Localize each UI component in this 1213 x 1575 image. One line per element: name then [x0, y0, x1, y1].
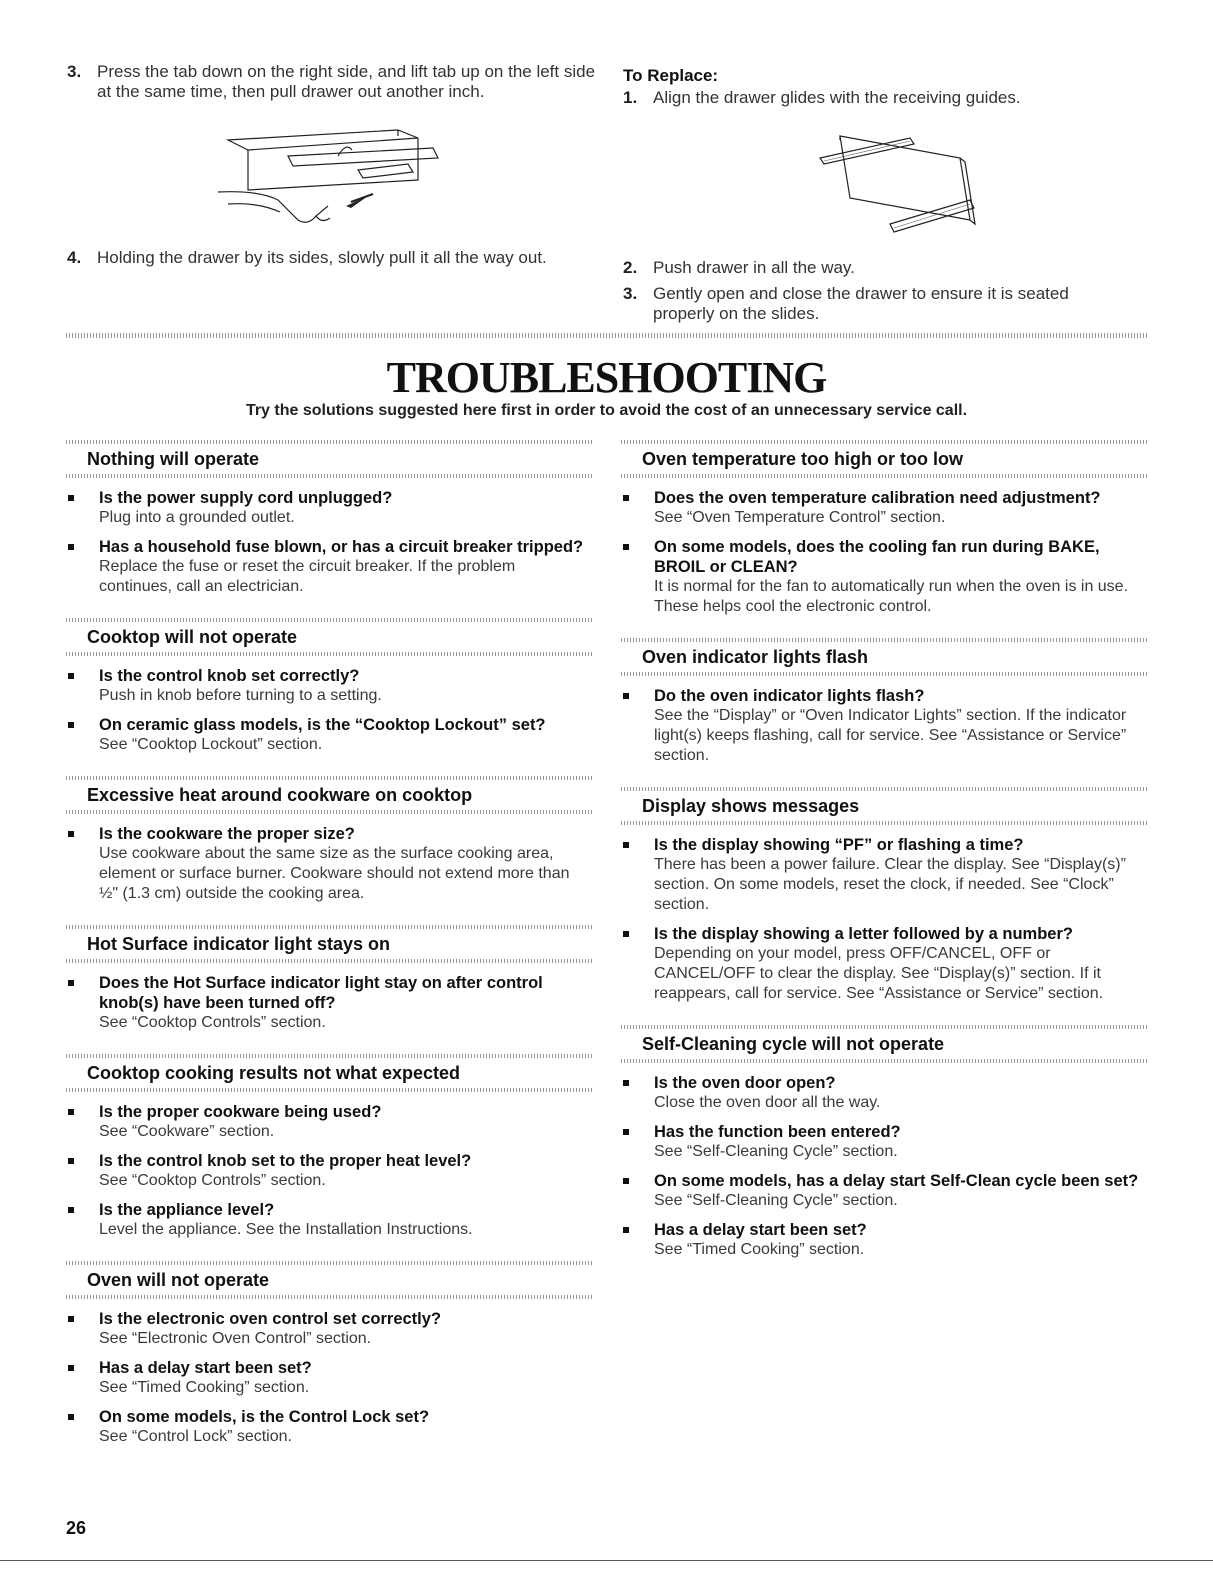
section-header [66, 925, 592, 963]
hatch-rule [66, 440, 592, 444]
answer-text: Close the oven door all the way. [654, 1094, 881, 1111]
section-heading: Oven temperature too high or too low [642, 449, 964, 469]
list-item [621, 1073, 1148, 1113]
list-item [66, 537, 592, 597]
step-text: Align the drawer glides with the receiving guides. [653, 88, 1021, 107]
list-item [66, 1358, 592, 1398]
section-header [66, 776, 592, 814]
step-number: 4. [67, 248, 82, 267]
step-text: Holding the drawer by its sides, slowly pull it all the way out. [97, 248, 547, 267]
answer-text: Push in knob before turning to a setting. [99, 687, 382, 704]
question-text: Has a delay start been set? [654, 1221, 867, 1239]
replace-heading: To Replace: [623, 66, 719, 85]
section-heading: Oven indicator lights flash [642, 647, 869, 667]
section-header [621, 440, 1148, 478]
hatch-rule [66, 925, 592, 929]
list-item [621, 1220, 1148, 1260]
answer-text: See “Cooktop Controls” section. [99, 1014, 326, 1031]
drawer-glides-illustration [810, 128, 990, 246]
page-number: 26 [66, 1518, 87, 1538]
question-list [621, 478, 1148, 638]
list-item [66, 488, 592, 528]
section-header [621, 638, 1148, 676]
trouble-section-self-cleaning-cycle-will-not-operate [621, 1025, 1148, 1281]
hatch-rule [621, 474, 1148, 478]
section-header [621, 787, 1148, 825]
step-number: 3. [623, 284, 638, 303]
trouble-section-nothing-will-operate [66, 440, 592, 618]
question-list [621, 825, 1148, 1025]
answer-text: See “Self-Cleaning Cycle” section. [654, 1143, 898, 1160]
section-heading: Cooktop will not operate [87, 627, 297, 647]
question-text: On some models, has a delay start Self-Clean cycle been set? [654, 1172, 1139, 1190]
list-item [621, 835, 1148, 915]
hatch-rule [621, 672, 1148, 676]
step-number: 2. [623, 258, 638, 277]
section-header [66, 1261, 592, 1299]
section-header [66, 440, 592, 478]
right-column [621, 440, 1148, 1281]
hatch-rule [66, 618, 592, 622]
list-item [621, 924, 1148, 1004]
hatch-rule [66, 652, 592, 656]
section-header [621, 1025, 1148, 1063]
section-heading: Hot Surface indicator light stays on [87, 934, 391, 954]
step-text: Gently open and close the drawer to ensure it is seated properly on the slides. [653, 284, 1069, 323]
list-item [66, 973, 592, 1033]
question-text: Has a delay start been set? [99, 1359, 312, 1377]
remove-step-3 [67, 62, 597, 102]
answer-text: Replace the fuse or reset the circuit breaker. If the problem continues, call an electrician. [99, 558, 516, 595]
question-text: On some models, is the Control Lock set? [99, 1408, 430, 1426]
bottom-rule [0, 1560, 1213, 1561]
hatch-rule [621, 821, 1148, 825]
question-list [621, 1063, 1148, 1281]
hatch-rule [66, 776, 592, 780]
answer-text: There has been a power failure. Clear the display. See “Display(s)” section. On some models, reset the clock, if needed. See “Clock” section. [654, 856, 1126, 913]
trouble-section-hot-surface-indicator-light-stays-on [66, 925, 592, 1054]
question-list [66, 1299, 592, 1468]
trouble-section-cooktop-will-not-operate [66, 618, 592, 776]
section-heading: Self-Cleaning cycle will not operate [642, 1034, 945, 1054]
hatch-rule [66, 1054, 592, 1058]
list-item [66, 1407, 592, 1447]
list-item [621, 488, 1148, 528]
drawer-instructions [0, 62, 1213, 332]
question-text: Is the proper cookware being used? [99, 1103, 382, 1121]
answer-text: Depending on your model, press OFF/CANCEL, OFF or CANCEL/OFF to clear the display. See “Display(s)” section. If it reappears, call for service. See “Assistance or Service” section. [654, 945, 1104, 1002]
answer-text: See “Cooktop Lockout” section. [99, 736, 323, 753]
list-item [66, 666, 592, 706]
trouble-section-excessive-heat-around-cookware-on-cooktop [66, 776, 592, 925]
question-text: On ceramic glass models, is the “Cooktop Lockout” set? [99, 716, 546, 734]
trouble-section-oven-indicator-lights-flash [621, 638, 1148, 787]
answer-text: Use cookware about the same size as the surface cooking area, element or surface burner. Cookware should not extend more than ½" (1.3 cm) outside the cooking area. [99, 845, 570, 902]
step-number: 3. [67, 62, 82, 81]
question-text: Is the oven door open? [654, 1074, 836, 1092]
answer-text: See “Self-Cleaning Cycle” section. [654, 1192, 898, 1209]
question-text: Is the control knob set to the proper heat level? [99, 1152, 472, 1170]
question-text: Is the display showing a letter followed by a number? [654, 925, 1073, 943]
answer-text: See “Oven Temperature Control” section. [654, 509, 946, 526]
left-column [66, 440, 592, 1468]
hatch-rule [66, 1088, 592, 1092]
list-item [66, 1309, 592, 1349]
answer-text: See “Timed Cooking” section. [99, 1379, 310, 1396]
hatch-rule [621, 638, 1148, 642]
hatch-rule [66, 1295, 592, 1299]
trouble-section-oven-temperature-too-high-or-too-low [621, 440, 1148, 638]
step-text: Press the tab down on the right side, and lift tab up on the left side at the same time, then pull drawer out another inch. [97, 62, 596, 101]
question-text: Is the control knob set correctly? [99, 667, 360, 685]
question-list [66, 478, 592, 618]
hatch-rule [621, 440, 1148, 444]
drawer-removal-illustration [218, 120, 458, 232]
replace-step-1 [623, 88, 1153, 108]
question-list [66, 814, 592, 925]
question-text: Has a household fuse blown, or has a circuit breaker tripped? [99, 538, 584, 556]
question-text: Is the cookware the proper size? [99, 825, 355, 843]
question-list [66, 1092, 592, 1261]
question-text: Do the oven indicator lights flash? [654, 687, 925, 705]
answer-text: Plug into a grounded outlet. [99, 509, 295, 526]
list-item [66, 824, 592, 904]
section-heading: Cooktop cooking results not what expected [87, 1063, 461, 1083]
question-text: Does the oven temperature calibration need adjustment? [654, 489, 1101, 507]
question-text: Is the electronic oven control set correctly? [99, 1310, 442, 1328]
hatch-rule [621, 1025, 1148, 1029]
hatch-rule [66, 810, 592, 814]
question-list [621, 676, 1148, 787]
list-item [66, 1102, 592, 1142]
answer-text: See “Electronic Oven Control” section. [99, 1330, 372, 1347]
list-item [621, 686, 1148, 766]
section-divider [66, 333, 1148, 338]
answer-text: It is normal for the fan to automatically run when the oven is in use. These helps cool the electronic control. [654, 578, 1129, 615]
section-header [66, 618, 592, 656]
list-item [621, 1122, 1148, 1162]
page-subtitle: Try the solutions suggested here first in order to avoid the cost of an unnecessary service call. [245, 402, 968, 419]
answer-text: See the “Display” or “Oven Indicator Lights” section. If the indicator light(s) keeps flashing, call for service. See “Assistance or Service” section. [654, 707, 1127, 764]
question-text: On some models, does the cooling fan run during BAKE, BROIL or CLEAN? [654, 538, 1100, 576]
answer-text: See “Timed Cooking” section. [654, 1241, 865, 1258]
remove-step-4 [67, 248, 597, 268]
replace-step-3 [623, 284, 1093, 324]
section-heading: Display shows messages [642, 796, 860, 816]
replace-step-2 [623, 258, 1153, 278]
step-text: Push drawer in all the way. [653, 258, 855, 277]
list-item [66, 1200, 592, 1240]
question-text: Does the Hot Surface indicator light stay on after control knob(s) have been turned off? [99, 974, 543, 1012]
section-header [66, 1054, 592, 1092]
hatch-rule [66, 1261, 592, 1265]
hatch-rule [621, 1059, 1148, 1063]
answer-text: See “Cooktop Controls” section. [99, 1172, 326, 1189]
section-heading: Excessive heat around cookware on cooktop [87, 785, 473, 805]
list-item [66, 715, 592, 755]
list-item [621, 537, 1148, 617]
trouble-section-oven-will-not-operate [66, 1261, 592, 1468]
answer-text: See “Cookware” section. [99, 1123, 275, 1140]
question-list [66, 963, 592, 1054]
trouble-section-display-shows-messages [621, 787, 1148, 1025]
answer-text: See “Control Lock” section. [99, 1428, 292, 1445]
list-item [621, 1171, 1148, 1211]
question-text: Is the appliance level? [99, 1201, 275, 1219]
hatch-rule [66, 474, 592, 478]
hatch-rule [66, 959, 592, 963]
section-heading: Oven will not operate [87, 1270, 270, 1290]
page-title: TROUBLESHOOTING [386, 353, 827, 402]
section-heading: Nothing will operate [87, 449, 260, 469]
list-item [66, 1151, 592, 1191]
answer-text: Level the appliance. See the Installation Instructions. [99, 1221, 473, 1238]
step-number: 1. [623, 88, 638, 107]
question-list [66, 656, 592, 776]
question-text: Is the power supply cord unplugged? [99, 489, 393, 507]
trouble-section-cooktop-cooking-results-not-what-expected [66, 1054, 592, 1261]
question-text: Has the function been entered? [654, 1123, 901, 1141]
hatch-rule [621, 787, 1148, 791]
question-text: Is the display showing “PF” or flashing a time? [654, 836, 1024, 854]
